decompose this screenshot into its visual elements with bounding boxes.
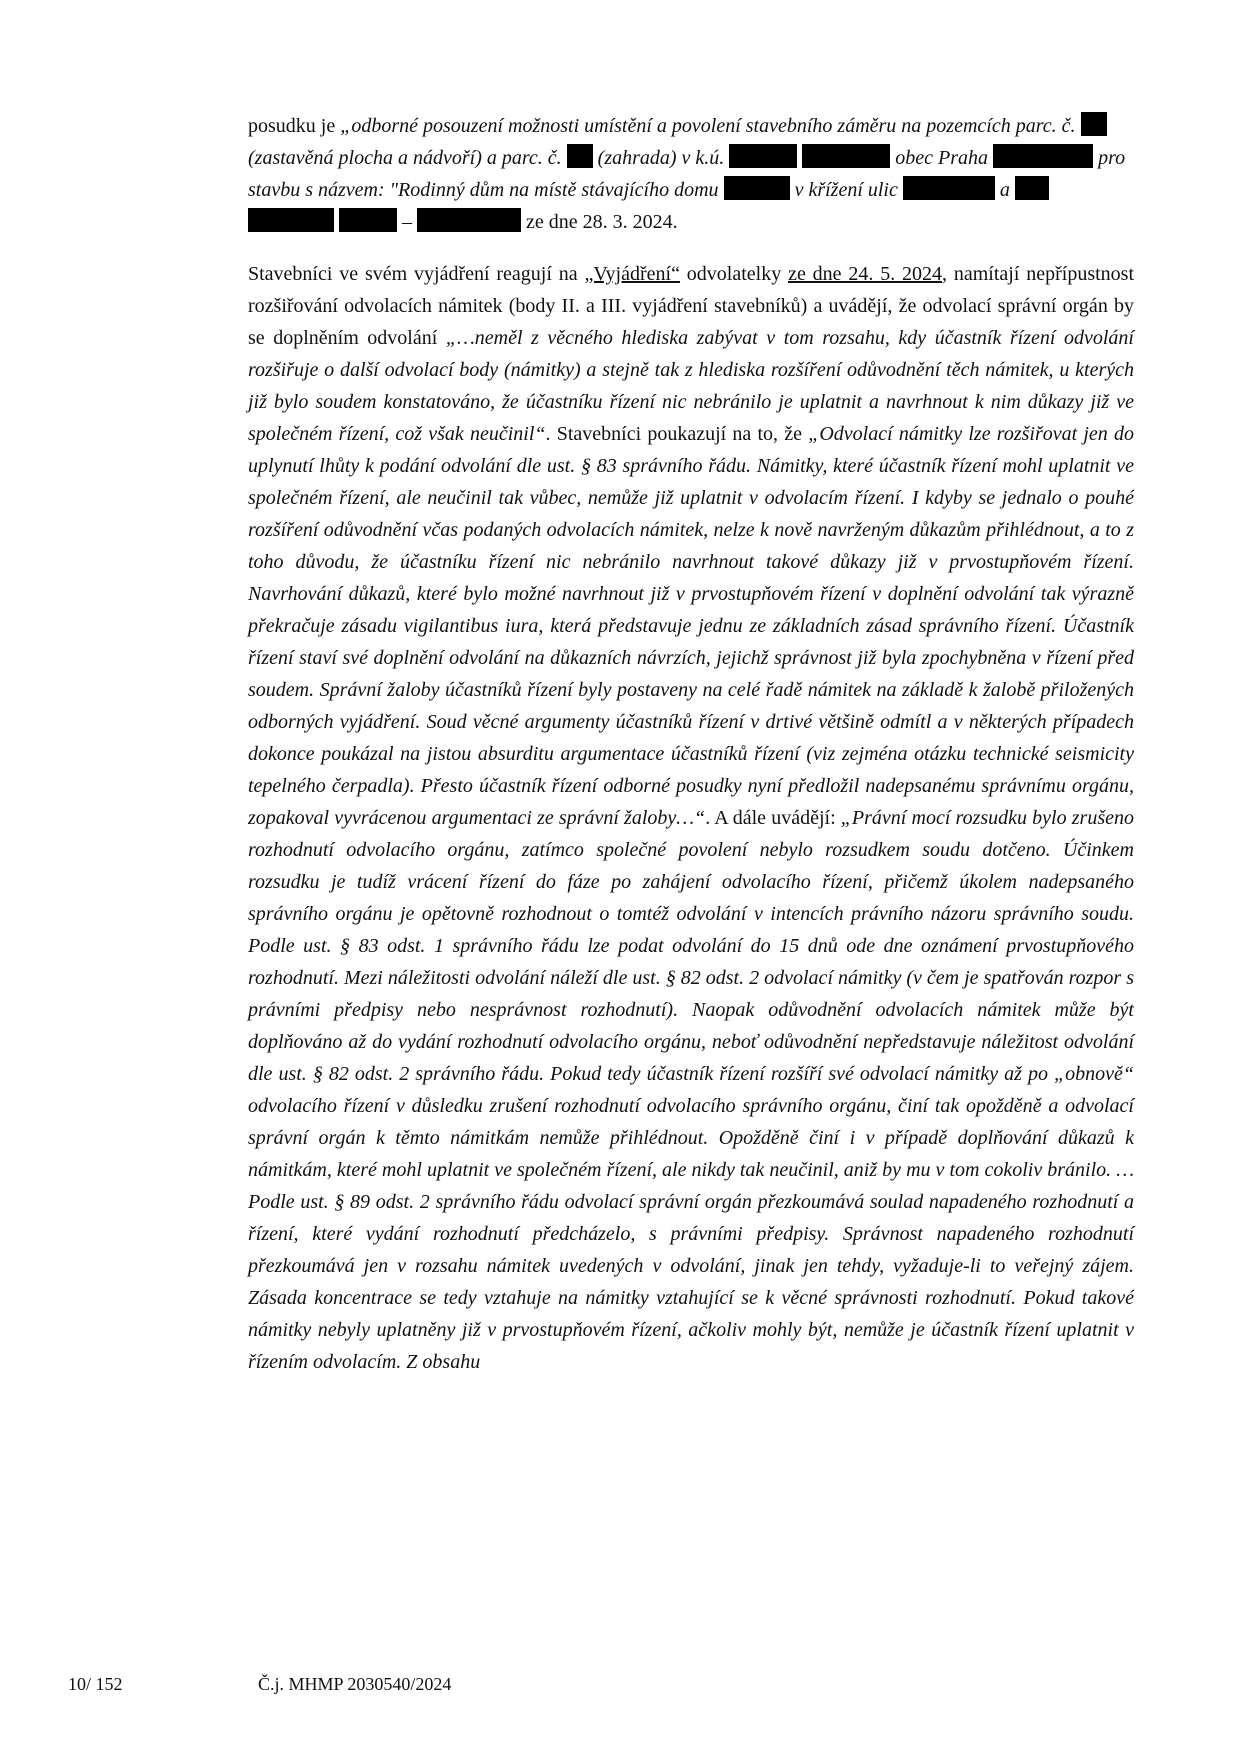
underlined-document-title: „Vyjádření“ (584, 263, 680, 285)
quote-builders-2: „Odvolací námitky lze rozšiřovat jen do uplynutí lhůty k podání odvolání dle ust. § 83 správního řádu. Námitky, které účastník řízení mohl uplatnit ve společném řízení, ale neučinil tak vůbec, nemůže již uplatnit v odvolacím řízení. I kdyby se jednalo o pouhé rozšíření odůvodnění včas podaných odvolacích námitek, nelze k nově navrženým důkazům přihlédnout, a to z toho důvodu, že účastníku řízení nic nebránilo navrhnout takové důkazy již v prvostupňovém řízení. Navrhování důkazů, které bylo možné navrhnout již v prvostupňovém řízení v doplnění odvolání tak výrazně překračuje zásadu vigilantibus iura, která představuje jednu ze základních zásad správního řízení. Účastník řízení staví své doplnění odvolání na důkazních návrzích, jejichž správnost již byla zpochybněna v řízení před soudem. Správní žaloby účastníků řízení byly postaveny na celé řadě námitek na základě k žalobě přiložených odborných vyjádření. Soud věcné argumenty účastníků řízení v drtivé většině odmítl a v některých případech dokonce poukázal na jistou absurditu argumentace účastníků řízení (viz zejména otázku technické seismicity tepelného čerpadla). Přesto účastník řízení odborné posudky nyní předložil nadepsanému správnímu orgánu, zopakoval vyvrácenou argumentaci ze správní žaloby…“ (248, 423, 1134, 829)
quote-report-title: „odborné posouzení možnosti umístění a povolení stavebního záměru na pozemcích parc. č. (340, 115, 1081, 137)
page-number: 10/ 152 (68, 1674, 123, 1694)
document-body (248, 110, 1134, 1378)
underlined-date: ze dne 24. 5. 2024 (788, 263, 943, 285)
redaction-box (1015, 176, 1049, 200)
redaction-box (903, 176, 995, 200)
text-fragment: obec Praha (890, 147, 994, 169)
redaction-box (802, 144, 890, 168)
quote-builders-3: „Právní mocí rozsudku bylo zrušeno rozhodnutí odvolacího orgánu, zatímco společné povolení nebylo rozsudkem soudu dotčeno. Účinkem rozsudku je tudíž vrácení řízení do fáze po zahájení odvolacího řízení, přičemž úkolem nadepsaného správního orgánu je opětovně rozhodnout o tomtéž odvolání v intencích právního názoru správního soudu. Podle ust. § 83 odst. 1 správního řádu lze podat odvolání do 15 dnů ode dne oznámení prvostupňového rozhodnutí. Mezi náležitosti odvolání náleží dle ust. § 82 odst. 2 odvolací námitky (v čem je spatřován rozpor s právními předpisy nebo nesprávnost rozhodnutí). Naopak odůvodnění odvolacích námitek může být doplňováno až do vydání rozhodnutí odvolacího orgánu, neboť odůvodnění nepředstavuje náležitost odvolání dle ust. § 82 odst. 2 správního řádu. Pokud tedy účastník řízení rozšíří své odvolací námitky až po „obnově“ odvolacího řízení v důsledku zrušení rozhodnutí odvolacího správního orgánu, činí tak opožděně a odvolací správní orgán k těmto námitkám nemůže přihlédnout. Opožděně činí i v případě doplňování důkazů k námitkám, které mohl uplatnit ve společném řízení, ale nikdy tak neučinil, aniž by mu v tom cokoliv bránilo. … Podle ust. § 89 odst. 2 správního řádu odvolací správní orgán přezkoumává soulad napadeného rozhodnutí a řízení, které vydání rozhodnutí předcházelo, s právními předpisy. Správnost napadeného rozhodnutí přezkoumává jen v rozsahu námitek uvedených v odvolání, jinak jen tehdy, vyžaduje-li to veřejný zájem. Zásada koncentrace se tedy vztahuje na námitky vztahující se k věcné správnosti rozhodnutí. Pokud takové námitky nebyly uplatněny již v prvostupňovém řízení, ačkoliv mohly být, nemůže je účastník řízení uplatnit v řízením odvolacím. Z obsahu (248, 807, 1134, 1373)
text-fragment: Stavebníci ve svém vyjádření reagují na (248, 263, 585, 285)
redaction-box (248, 208, 334, 232)
redaction-box (729, 144, 797, 168)
text-fragment: odvolatelky (679, 263, 789, 285)
redaction-box (724, 176, 790, 200)
redaction-box (339, 208, 397, 232)
paragraph-builders-statement (248, 258, 1134, 1378)
redaction-box (1081, 112, 1107, 136)
text-prefix: posudku je (248, 115, 341, 137)
text-fragment: pro stavbu s názvem: "Rodinný dům na místě stávajícího domu (248, 147, 1126, 201)
document-reference: Č.j. MHMP 2030540/2024 (258, 1674, 452, 1694)
text-fragment: . Stavebníci poukazují na to, že (545, 423, 809, 445)
redaction-box (993, 144, 1093, 168)
redaction-box (567, 144, 593, 168)
text-fragment: v křížení ulic (789, 179, 903, 201)
text-fragment: – (397, 211, 417, 233)
paragraph-expert-report (248, 110, 1134, 238)
text-suffix: ze dne 28. 3. 2024. (521, 211, 678, 233)
text-fragment: , namítají nepřípustnost rozšiřování odvolacích námitek (body II. a III. vyjádření stavebníků) a uvádějí, že odvolací správní orgán by se doplněním odvolání (248, 263, 1135, 349)
text-fragment: a (994, 179, 1015, 201)
text-fragment: (zahrada) v k.ú. (592, 147, 730, 169)
text-fragment: (zastavěná plocha a nádvoří) a parc. č. (248, 147, 567, 169)
quote-builders-1: „…neměl z věcného hlediska zabývat v tom rozsahu, kdy účastník řízení odvolání rozšiřuje o další odvolací body (námitky) a stejně tak z hlediska rozšíření odůvodnění těch námitek, u kterých již bylo soudem konstatováno, že účastníku řízení nic nebránilo je uplatnit a navrhnout k nim důkazy již ve společném řízení, což však neučinil“ (248, 327, 1134, 445)
text-fragment: . A dále uvádějí: (705, 807, 841, 829)
redaction-box (417, 208, 521, 232)
